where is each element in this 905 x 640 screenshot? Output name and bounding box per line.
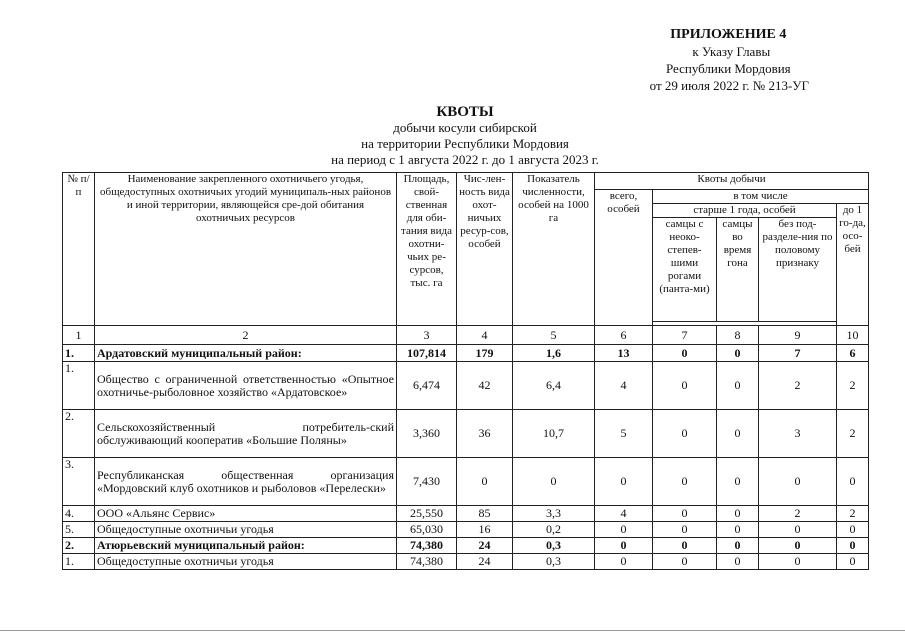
row-name: Сельскохозяйственный потребитель-ский обслуживающий кооператив «Большие Поляны» [95, 410, 397, 458]
header-no: № п/п [63, 173, 95, 326]
row-males-antlers: 0 [653, 522, 717, 538]
row-young: 0 [837, 554, 869, 570]
row-number: 2. [63, 538, 95, 554]
document-title: КВОТЫ [436, 104, 494, 120]
row-density: 0,2 [513, 522, 595, 538]
col-number: 9 [759, 326, 837, 345]
row-density: 0 [513, 458, 595, 506]
row-name: Республиканская общественная организация «Мордовский клуб охотников и рыболовов «Перелески» [95, 458, 397, 506]
row-no-division: 2 [759, 362, 837, 410]
table-row [63, 362, 869, 410]
row-no-division: 2 [759, 506, 837, 522]
row-males-rut: 0 [717, 458, 759, 506]
row-density: 0,3 [513, 554, 595, 570]
row-name: Атюрьевский муниципальный район: [95, 538, 397, 554]
row-no-division: 0 [759, 538, 837, 554]
row-total: 4 [595, 362, 653, 410]
row-area: 74,380 [397, 554, 457, 570]
header-quota: Квоты добычи [595, 173, 869, 190]
row-density: 0,3 [513, 538, 595, 554]
appendix-line-3: от 29 июля 2022 г. № 213-УГ [649, 78, 809, 93]
table-row [63, 458, 869, 506]
appendix-line-2: Республики Мордовия [665, 61, 791, 76]
row-males-antlers: 0 [653, 345, 717, 362]
row-males-antlers: 0 [653, 554, 717, 570]
row-count: 0 [457, 458, 513, 506]
header-young: до 1 го-да, осо-бей [837, 204, 869, 326]
row-young: 2 [837, 362, 869, 410]
row-males-antlers: 0 [653, 458, 717, 506]
row-males-rut: 0 [717, 410, 759, 458]
row-count: 36 [457, 410, 513, 458]
row-count: 24 [457, 538, 513, 554]
row-no-division: 0 [759, 522, 837, 538]
row-young: 2 [837, 410, 869, 458]
table-row [63, 522, 869, 538]
row-young: 0 [837, 538, 869, 554]
appendix-title: ПРИЛОЖЕНИЕ 4 [670, 27, 787, 42]
col-number: 5 [513, 326, 595, 345]
row-total: 13 [595, 345, 653, 362]
row-total: 5 [595, 410, 653, 458]
appendix-block [650, 26, 807, 94]
column-numbers-row [63, 326, 869, 345]
row-area: 3,360 [397, 410, 457, 458]
header-males-rut: самцы во время гона [717, 218, 759, 322]
header-no-division: без под-разделе-ния по половому признаку [759, 218, 837, 322]
row-count: 85 [457, 506, 513, 522]
row-males-rut: 0 [717, 362, 759, 410]
row-young: 0 [837, 522, 869, 538]
table-row [63, 410, 869, 458]
row-area: 7,430 [397, 458, 457, 506]
col-number: 1 [63, 326, 95, 345]
heading-line-2: на территории Республики Мордовия [361, 136, 569, 151]
table-row [63, 554, 869, 570]
col-number: 2 [95, 326, 397, 345]
row-name: Общество с ограниченной ответственностью «Опытное охотничье-рыболовное хозяйство «Ардатовское» [95, 362, 397, 410]
row-total: 4 [595, 506, 653, 522]
row-no-division: 7 [759, 345, 837, 362]
col-number: 3 [397, 326, 457, 345]
row-males-antlers: 0 [653, 410, 717, 458]
row-count: 16 [457, 522, 513, 538]
heading-line-3: на период с 1 августа 2022 г. до 1 августа 2023 г. [331, 152, 599, 167]
row-males-antlers: 0 [653, 362, 717, 410]
header-older: старше 1 года, особей [653, 204, 837, 218]
row-count: 24 [457, 554, 513, 570]
row-number: 4. [63, 506, 95, 522]
row-young: 2 [837, 506, 869, 522]
appendix-line-1: к Указу Главы [692, 44, 771, 59]
row-males-rut: 0 [717, 554, 759, 570]
row-name: ООО «Альянс Сервис» [95, 506, 397, 522]
col-number: 6 [595, 326, 653, 345]
row-young: 0 [837, 458, 869, 506]
header-name: Наименование закрепленного охотничьего угодья, общедоступных охотничьих угодий муниципаль-ных районов и иной территории, являющейся сре-дой обитания охотничьих ресурсов [95, 173, 397, 326]
row-area: 25,550 [397, 506, 457, 522]
row-area: 74,380 [397, 538, 457, 554]
row-total: 0 [595, 538, 653, 554]
heading-line-1: добычи косули сибирской [393, 120, 537, 135]
row-young: 6 [837, 345, 869, 362]
row-density: 3,3 [513, 506, 595, 522]
document-heading [300, 104, 630, 168]
row-area: 65,030 [397, 522, 457, 538]
row-males-rut: 0 [717, 345, 759, 362]
row-total: 0 [595, 554, 653, 570]
row-no-division: 0 [759, 458, 837, 506]
row-density: 6,4 [513, 362, 595, 410]
page-bottom-rule [0, 630, 905, 631]
row-count: 42 [457, 362, 513, 410]
row-number: 2. [63, 410, 95, 458]
row-area: 6,474 [397, 362, 457, 410]
table-row [63, 506, 869, 522]
header-area: Площадь, свой-ственная для оби-тания вида охотни-чьих ре-сурсов, тыс. га [397, 173, 457, 326]
col-number: 8 [717, 326, 759, 345]
row-number: 1. [63, 554, 95, 570]
row-males-antlers: 0 [653, 538, 717, 554]
table-row [63, 538, 869, 554]
row-males-rut: 0 [717, 506, 759, 522]
row-males-antlers: 0 [653, 506, 717, 522]
quota-table [62, 172, 869, 570]
col-number: 7 [653, 326, 717, 345]
row-number: 1. [63, 362, 95, 410]
row-name: Ардатовский муниципальный район: [95, 345, 397, 362]
row-males-rut: 0 [717, 538, 759, 554]
row-no-division: 0 [759, 554, 837, 570]
row-number: 3. [63, 458, 95, 506]
header-males-antlers: самцы с неоко-степев-шими рогами (панта-ми) [653, 218, 717, 322]
row-males-rut: 0 [717, 522, 759, 538]
row-number: 1. [63, 345, 95, 362]
row-density: 1,6 [513, 345, 595, 362]
header-density: Показатель численности, особей на 1000 га [513, 173, 595, 326]
row-no-division: 3 [759, 410, 837, 458]
row-area: 107,814 [397, 345, 457, 362]
row-name: Общедоступные охотничьи угодья [95, 554, 397, 570]
row-name: Общедоступные охотничьи угодья [95, 522, 397, 538]
col-number: 10 [837, 326, 869, 345]
table-row [63, 345, 869, 362]
row-density: 10,7 [513, 410, 595, 458]
header-count: Чис-лен-ность вида охот-ничьих ресур-сов, особей [457, 173, 513, 326]
header-including: в том числе [653, 190, 869, 204]
header-total: всего, особей [595, 190, 653, 326]
row-total: 0 [595, 522, 653, 538]
row-count: 179 [457, 345, 513, 362]
col-number: 4 [457, 326, 513, 345]
row-total: 0 [595, 458, 653, 506]
row-number: 5. [63, 522, 95, 538]
